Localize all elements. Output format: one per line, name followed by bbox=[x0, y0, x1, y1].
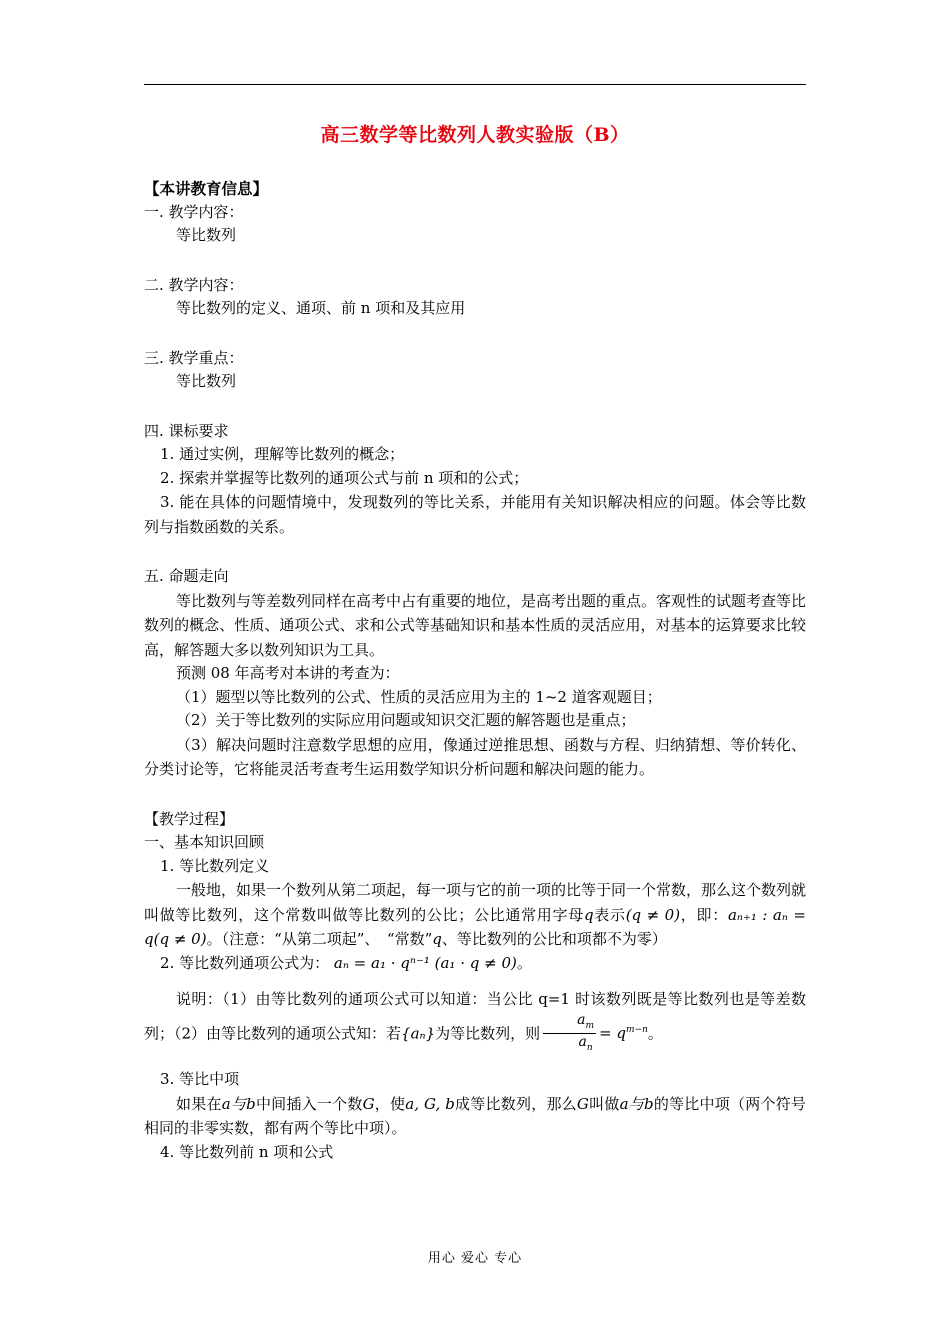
definition-title: 1. 等比数列定义 bbox=[160, 856, 270, 875]
requirement-item: 3. 能在具体的问题情境中，发现数列的等比关系，并能用有关知识解决相应的问题。体会等比数列与指数函数的关系。 bbox=[144, 493, 806, 536]
general-term-formula: aₙ = a₁ · qⁿ⁻¹ (a₁ · q ≠ 0) bbox=[333, 953, 517, 972]
trend-paragraph: 等比数列与等差数列同样在高考中占有重要的地位，是高考出题的重点。客观性的试题考查等比数列的概念、性质、通项公式、求和公式等基础知识和基本性质的灵活应用，对基本的运算要求比较高，解答题大多以数列知识为工具。 bbox=[144, 591, 807, 659]
info-heading: 【本讲教育信息】 bbox=[144, 179, 269, 198]
mean-text: 叫做 bbox=[588, 1094, 620, 1113]
section-1-content: 等比数列 bbox=[176, 226, 237, 244]
math-symbol: (q ≠ 0) bbox=[625, 905, 681, 924]
mean-text: ，使 bbox=[374, 1094, 406, 1113]
spacer bbox=[144, 248, 806, 274]
math-symbol: q bbox=[432, 930, 442, 948]
spacer bbox=[144, 394, 806, 420]
note-text: 为等比数列，则 bbox=[435, 1023, 541, 1042]
requirement-item: 1. 通过实例，理解等比数列的概念； bbox=[160, 445, 405, 463]
math-symbol: G bbox=[576, 1094, 589, 1113]
math-symbol: q bbox=[583, 905, 594, 924]
spacer bbox=[144, 782, 806, 808]
note-text: 。 bbox=[647, 1023, 663, 1042]
definition-formula: aₙ₊₁ : aₙ = q(q ≠ 0) bbox=[144, 905, 806, 948]
geometric-mean-title: 3. 等比中项 bbox=[160, 1070, 240, 1089]
spacer bbox=[144, 321, 806, 347]
math-symbol: {aₙ} bbox=[401, 1023, 436, 1042]
spacer bbox=[144, 975, 806, 987]
math-symbol: a与b bbox=[619, 1094, 654, 1113]
note-paragraph bbox=[144, 987, 806, 1056]
mean-text: 的等比中项（两个符号相同的非零实数，都有两个等比中项）。 bbox=[144, 1094, 806, 1138]
section-3-label: 三. 教学重点： bbox=[144, 348, 244, 367]
requirement-item: 2. 探索并掌握等比数列的通项公式与前 n 项和的公式； bbox=[160, 468, 529, 487]
page-title: 高三数学等比数列人教实验版（B） bbox=[320, 124, 630, 146]
section-2-content: 等比数列的定义、通项、前 n 项和及其应用 bbox=[176, 299, 466, 317]
mean-text: 中间插入一个数 bbox=[255, 1094, 363, 1113]
forecast-point: （3）解决问题时注意数学思想的应用，像通过逆推思想、函数与方程、归纳猜想、等价转化、分类讨论等，它将能灵活考查考生运用数学知识分析问题和解决问题的能力。 bbox=[144, 735, 806, 778]
section-2-label: 二. 教学内容： bbox=[144, 275, 244, 294]
mean-text: 如果在 bbox=[176, 1094, 222, 1113]
geometric-mean-paragraph bbox=[144, 1092, 806, 1141]
document-body bbox=[144, 120, 806, 1164]
general-term-end: 。 bbox=[516, 953, 532, 972]
section-3-content: 等比数列 bbox=[176, 372, 237, 390]
section-4-label: 四. 课标要求 bbox=[144, 421, 229, 440]
page-footer: 用心 爱心 专心 bbox=[427, 1251, 523, 1266]
forecast-intro: 预测 08 年高考对本讲的考查为： bbox=[176, 664, 400, 682]
definition-text: 一般地，如果一个数列从第二项起，每一项与它的前一项的比等于同一个常数，那么这个数列就叫做等比数列，这个常数叫做等比数列的公比；公比通常用字母 bbox=[144, 881, 807, 924]
definition-text: 表示 bbox=[593, 905, 626, 924]
general-term-title: 2. 等比数列通项公式为： bbox=[160, 953, 330, 972]
mean-text: 成等比数列，那么 bbox=[454, 1094, 577, 1113]
forecast-point: （1）题型以等比数列的公式、性质的灵活应用为主的 1~2 道客观题目； bbox=[176, 687, 662, 706]
spacer bbox=[144, 539, 806, 565]
part-1-heading: 一、基本知识回顾 bbox=[144, 833, 265, 851]
general-term-line bbox=[144, 952, 806, 976]
section-1-label: 一. 教学内容： bbox=[144, 202, 244, 221]
definition-text: ，即： bbox=[680, 905, 728, 924]
sum-formula-title: 4. 等比数列前 n 项和公式 bbox=[160, 1142, 334, 1161]
math-symbol: = $q^{m-n}$ bbox=[599, 1023, 648, 1042]
fraction-denominator: $a_n$ bbox=[578, 1034, 593, 1054]
definition-paragraph bbox=[144, 878, 806, 952]
forecast-point: （2）关于等比数列的实际应用问题或知识交汇题的解答题也是重点； bbox=[176, 711, 636, 729]
definition-note: 、等比数列的公比和项都不为零） bbox=[441, 930, 667, 948]
note-text: 说明：（1）由等比数列的通项公式可以知道：当公比 q=1 时该数列既是等比数列也是等差数列；（2）由等比数列的通项公式知：若 bbox=[144, 990, 806, 1042]
spacer bbox=[144, 1056, 806, 1068]
section-5-label: 五. 命题走向 bbox=[144, 567, 229, 585]
fraction-numerator: $a_m$ bbox=[543, 1012, 596, 1035]
process-heading: 【教学过程】 bbox=[144, 809, 235, 828]
definition-note: 。（注意：“从第二项起”、 “常数” bbox=[206, 930, 433, 948]
math-symbol: G bbox=[362, 1094, 375, 1113]
ratio-fraction bbox=[543, 1012, 596, 1057]
math-symbol: a, G, b bbox=[405, 1094, 455, 1113]
header-rule bbox=[144, 84, 806, 85]
math-symbol: a与b bbox=[221, 1094, 256, 1113]
